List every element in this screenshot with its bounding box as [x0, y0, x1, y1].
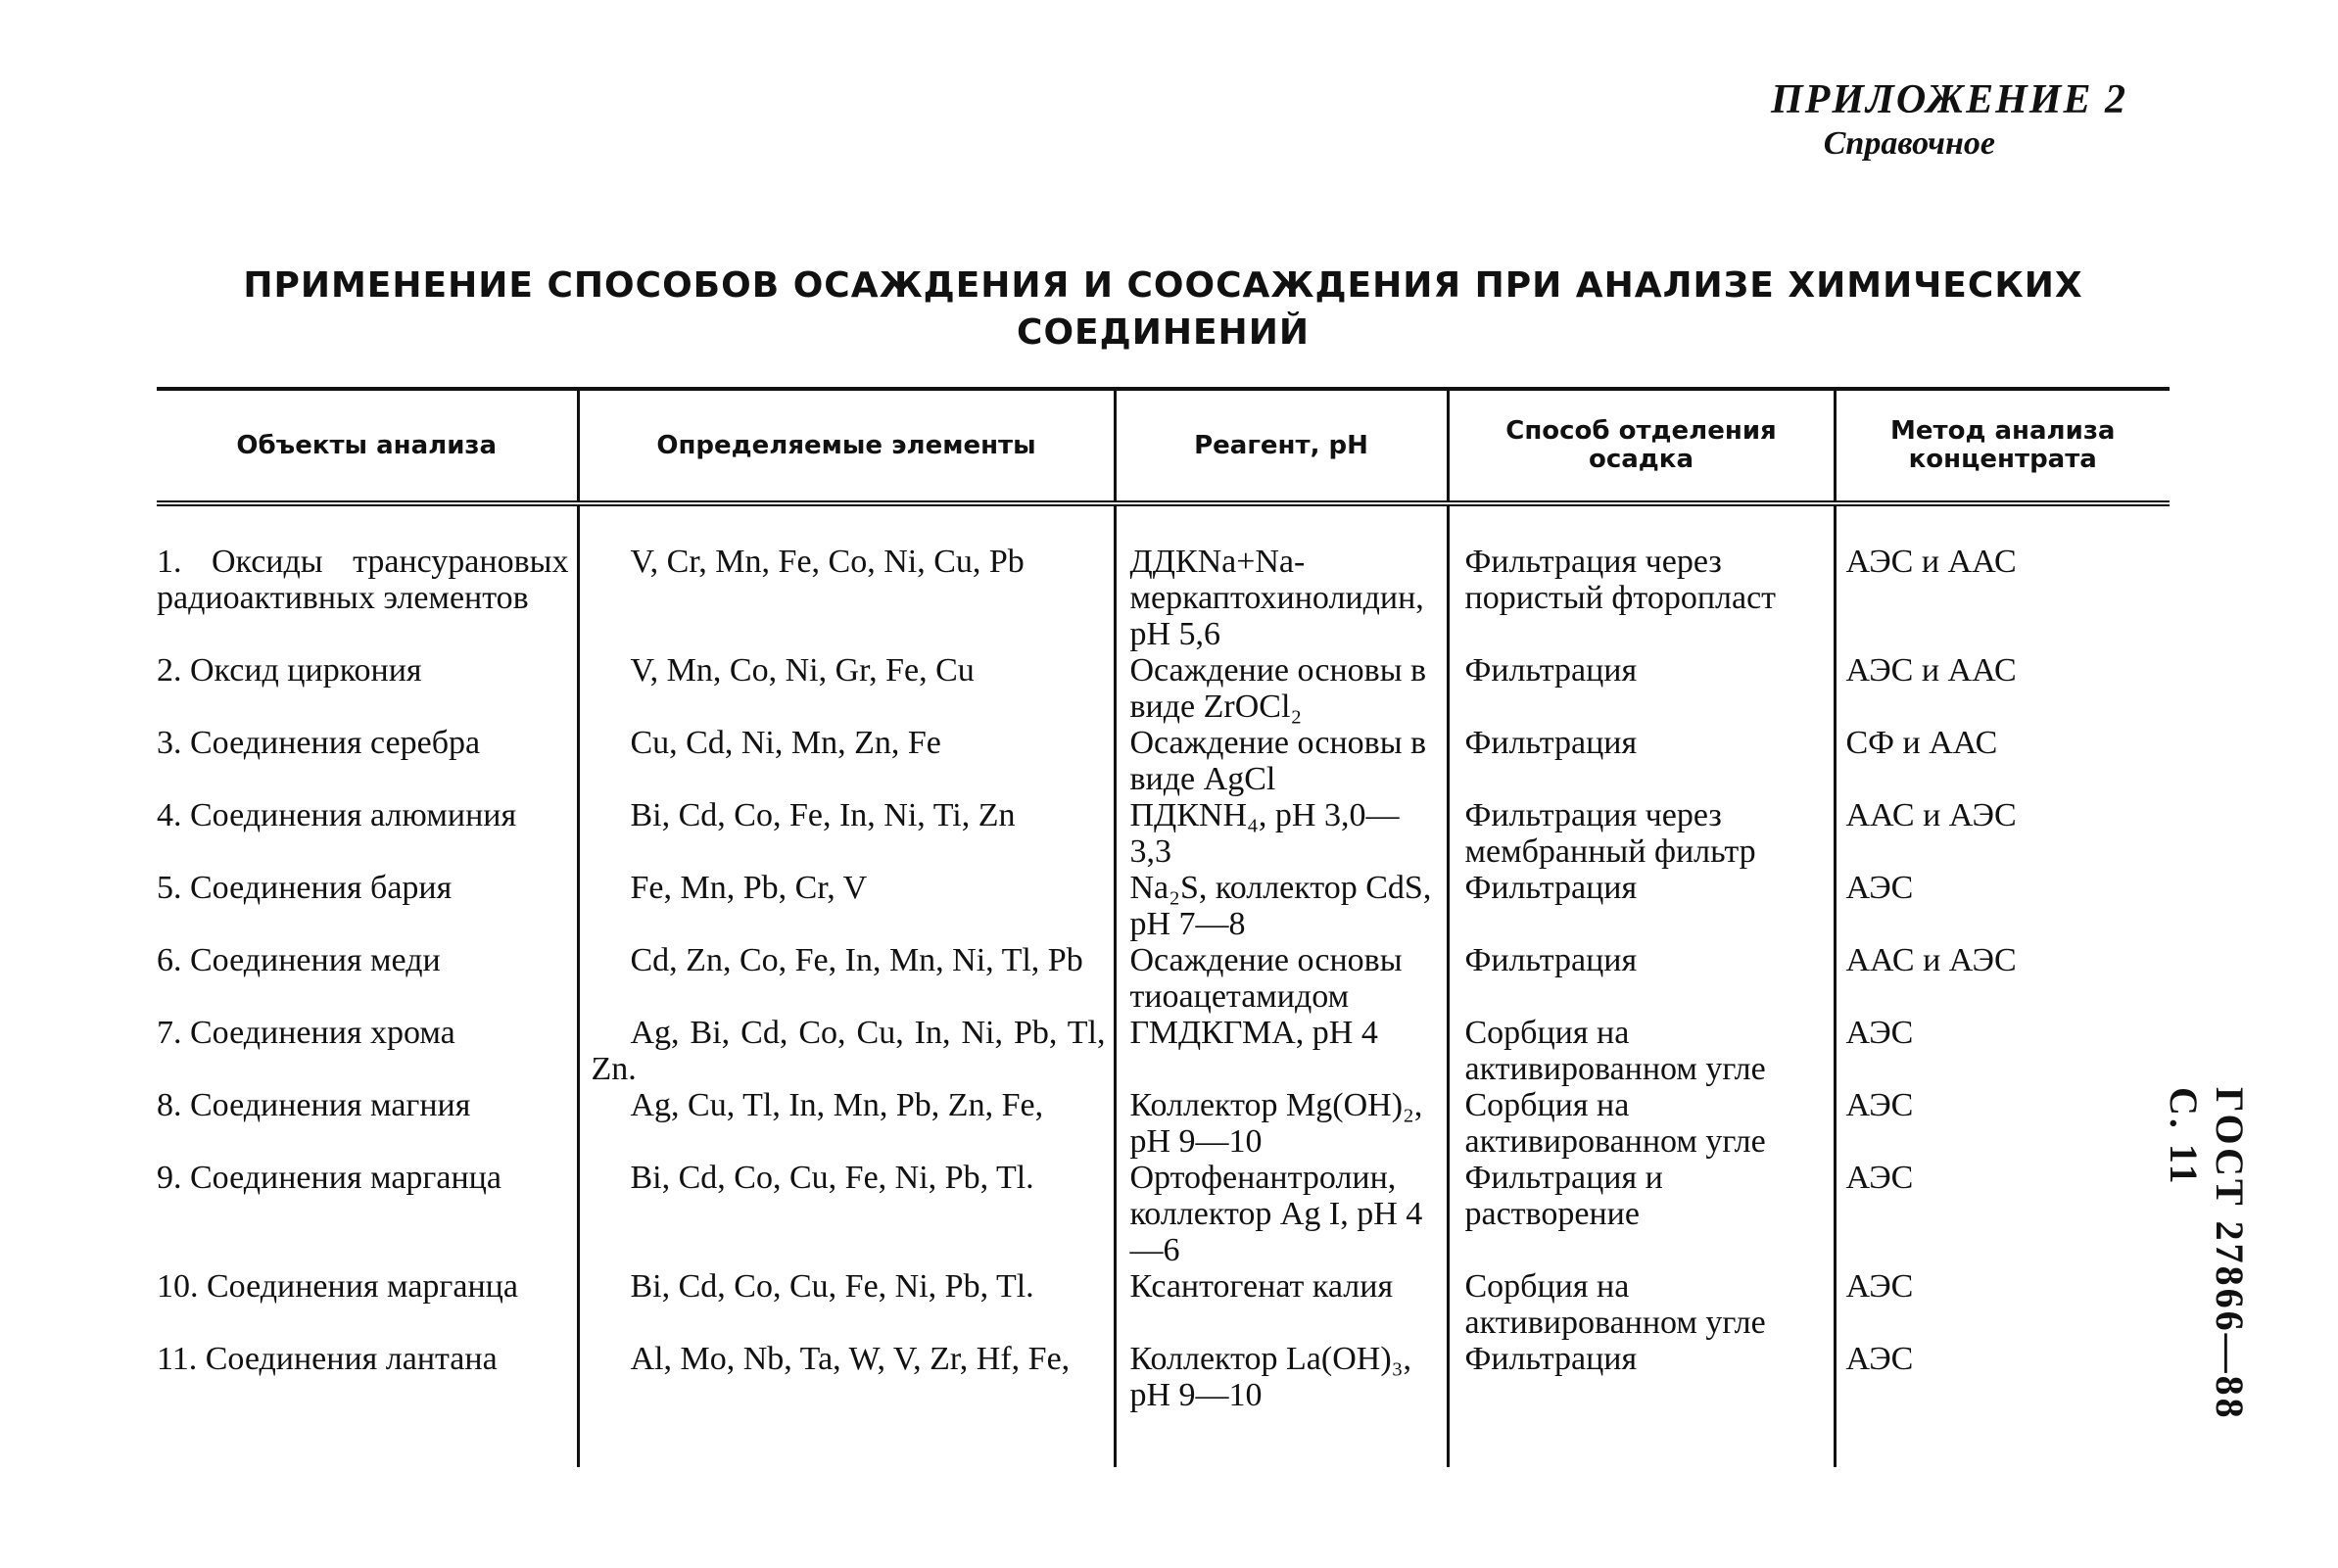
- cell-object: 6. Соединения меди: [157, 942, 441, 978]
- cell-separation: Фильтрация через пористый фторопласт: [1448, 544, 1835, 652]
- gost-page-label: ГОСТ 27866—88 С. 11: [2162, 1087, 2252, 1421]
- appendix-label: ПРИЛОЖЕНИЕ 2: [1771, 77, 2127, 122]
- cell-separation: Сорбция на активированном угле: [1448, 1087, 1835, 1160]
- cell-reagent: Осаждение основы тиоацетамидом: [1115, 942, 1448, 1015]
- methods-table: [157, 387, 2170, 1467]
- cell-method: ААС и АЭС: [1835, 942, 2170, 1015]
- table-row: [157, 652, 2170, 725]
- cell-object: 4. Соединения алюминия: [157, 797, 517, 833]
- column-header-separation: Способ отделения осадка: [1448, 389, 1835, 503]
- cell-reagent: Коллектор La(OH)₃, pH 9—10: [1115, 1341, 1448, 1467]
- cell-reagent: ДДКNa+Na-меркаптохинолидин, pH 5,6: [1115, 544, 1448, 652]
- cell-elements: V, Mn, Co, Ni, Gr, Fe, Cu: [578, 652, 1115, 725]
- cell-reagent: ГМДКГМА, pH 4: [1115, 1015, 1448, 1087]
- table-row: [157, 797, 2170, 870]
- cell-object: 3. Соединения серебра: [157, 725, 481, 761]
- cell-reagent: Ортофенантролин, коллектор Ag I, pH 4—6: [1115, 1160, 1448, 1268]
- cell-reagent: Коллектор Mg(OH)₂, pH 9—10: [1115, 1087, 1448, 1160]
- methods-table-container: [157, 387, 2170, 1467]
- appendix-type: Справочное: [1823, 125, 1995, 162]
- table-spacer-row: [157, 503, 2170, 544]
- cell-reagent: Ксантогенат калия: [1115, 1268, 1448, 1341]
- cell-object: 1. Оксиды трансурановых радиоактивных элементов: [157, 544, 569, 616]
- cell-elements: Fe, Mn, Pb, Cr, V: [578, 870, 1115, 942]
- cell-object: 10. Соединения марганца: [157, 1268, 518, 1305]
- table-row: [157, 942, 2170, 1015]
- cell-object: 8. Соединения магния: [157, 1087, 471, 1123]
- table-header-row: [157, 389, 2170, 503]
- document-title-line-1: ПРИМЕНЕНИЕ СПОСОБОВ ОСАЖДЕНИЯ И СООСАЖДЕНИЯ ПРИ АНАЛИЗЕ ХИМИЧЕСКИХ: [243, 265, 2083, 306]
- cell-separation: Сорбция на активированном угле: [1448, 1015, 1835, 1087]
- table-row: [157, 1087, 2170, 1160]
- cell-reagent: Na₂S, коллектор CdS, pH 7—8: [1115, 870, 1448, 942]
- cell-method: АЭС и ААС: [1835, 652, 2170, 725]
- cell-method: АЭС: [1835, 1160, 2170, 1268]
- cell-method: АЭС: [1835, 870, 2170, 942]
- cell-elements: V, Cr, Mn, Fe, Co, Ni, Cu, Pb: [578, 544, 1115, 652]
- table-row: [157, 1341, 2170, 1467]
- cell-reagent: Осаждение основы в виде AgCl: [1115, 725, 1448, 797]
- cell-reagent: ПДКNH₄, pH 3,0—3,3: [1115, 797, 1448, 870]
- document-title-line-2: СОЕДИНЕНИЙ: [1017, 312, 1310, 353]
- cell-method: АЭС и ААС: [1835, 544, 2170, 652]
- document-title: [157, 262, 2170, 356]
- table-row: [157, 725, 2170, 797]
- table-row: [157, 1160, 2170, 1268]
- column-header-method: Метод анализа концентрата: [1835, 389, 2170, 503]
- cell-elements: Cu, Cd, Ni, Mn, Zn, Fe: [578, 725, 1115, 797]
- cell-separation: Фильтрация: [1448, 725, 1835, 797]
- table-row: [157, 1268, 2170, 1341]
- cell-elements: Bi, Cd, Co, Cu, Fe, Ni, Pb, Tl.: [578, 1160, 1115, 1268]
- column-header-object: Объекты анализа: [157, 389, 578, 503]
- cell-elements: Bi, Cd, Co, Cu, Fe, Ni, Pb, Tl.: [578, 1268, 1115, 1341]
- table-row: [157, 544, 2170, 652]
- cell-elements: Ag, Cu, Tl, In, Mn, Pb, Zn, Fe,: [578, 1087, 1115, 1160]
- cell-object: 7. Соединения хрома: [157, 1015, 455, 1051]
- column-header-reagent: Реагент, pH: [1115, 389, 1448, 503]
- cell-method: ААС и АЭС: [1835, 797, 2170, 870]
- cell-separation: Сорбция на активированном угле: [1448, 1268, 1835, 1341]
- cell-elements: Ag, Bi, Cd, Co, Cu, In, Ni, Pb, Tl, Zn.: [578, 1015, 1115, 1087]
- cell-separation: Фильтрация: [1448, 870, 1835, 942]
- cell-separation: Фильтрация через мембранный фильтр: [1448, 797, 1835, 870]
- column-header-elements: Определяемые элементы: [578, 389, 1115, 503]
- cell-elements: Bi, Cd, Co, Fe, In, Ni, Ti, Zn: [578, 797, 1115, 870]
- cell-method: АЭС: [1835, 1268, 2170, 1341]
- cell-elements: Al, Mo, Nb, Ta, W, V, Zr, Hf, Fe,: [578, 1341, 1115, 1467]
- cell-object: 11. Соединения лантана: [157, 1341, 498, 1377]
- cell-separation: Фильтрация: [1448, 942, 1835, 1015]
- table-body: [157, 503, 2170, 1467]
- cell-method: АЭС: [1835, 1087, 2170, 1160]
- cell-reagent: Осаждение основы в виде ZrOCl₂: [1115, 652, 1448, 725]
- cell-method: АЭС: [1835, 1341, 2170, 1467]
- cell-method: АЭС: [1835, 1015, 2170, 1087]
- cell-elements: Cd, Zn, Co, Fe, In, Mn, Ni, Tl, Pb: [578, 942, 1115, 1015]
- cell-method: СФ и ААС: [1835, 725, 2170, 797]
- cell-object: 9. Соединения марганца: [157, 1160, 501, 1196]
- cell-object: 5. Соединения бария: [157, 870, 453, 906]
- table-row: [157, 1015, 2170, 1087]
- cell-object: 2. Оксид циркония: [157, 652, 422, 689]
- cell-separation: Фильтрация: [1448, 652, 1835, 725]
- cell-separation: Фильтрация: [1448, 1341, 1835, 1467]
- cell-separation: Фильтрация и растворение: [1448, 1160, 1835, 1268]
- table-row: [157, 870, 2170, 942]
